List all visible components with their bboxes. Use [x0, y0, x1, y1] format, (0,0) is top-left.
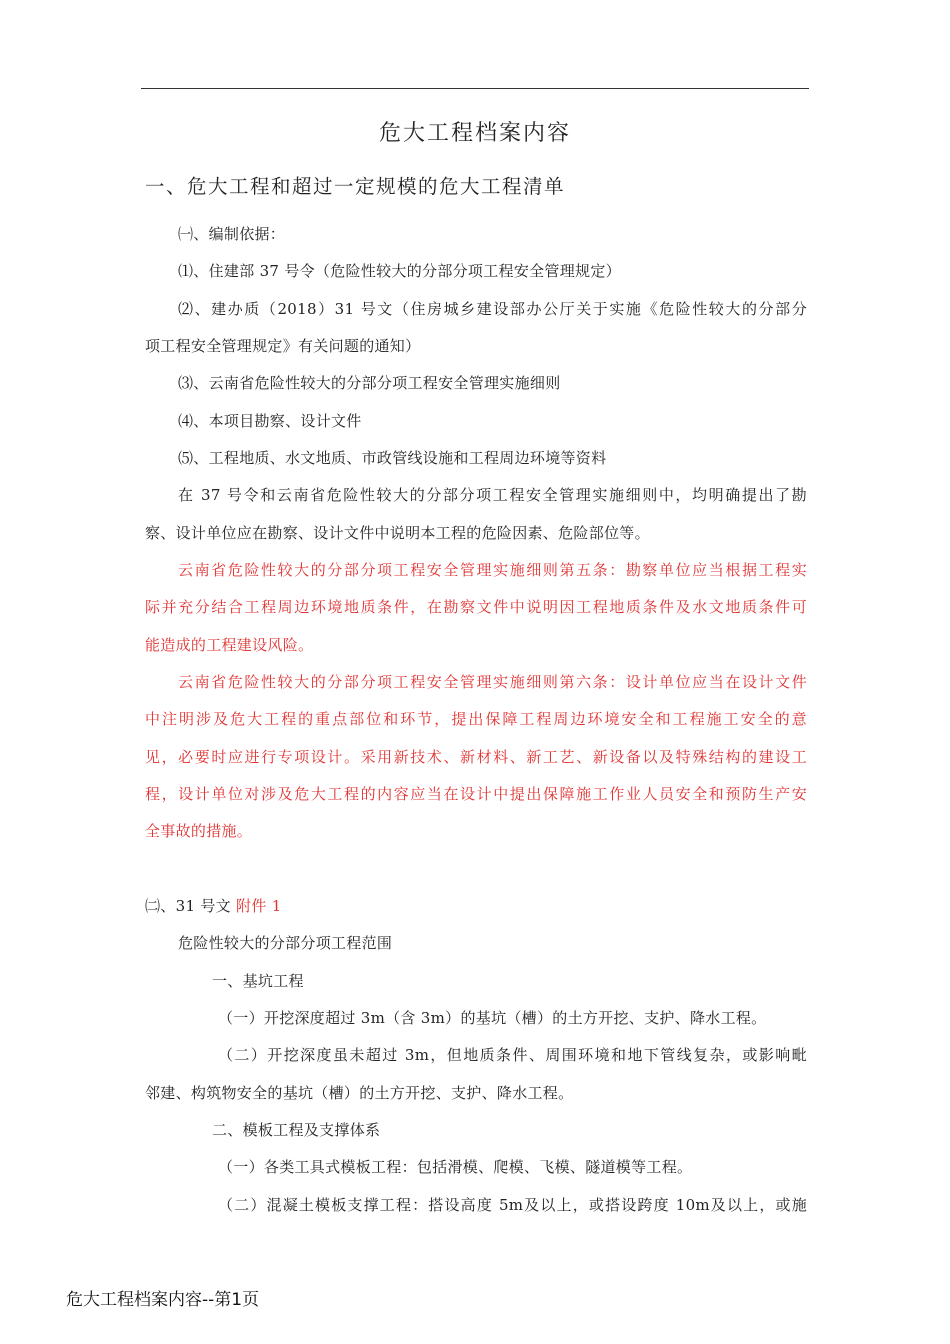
highlight-line: 程，设计单位对涉及危大工程的内容应当在设计中提出保障施工作业人员安全和预防生产安 [145, 785, 807, 803]
text-line: （一）各类工具式模板工程：包括滑模、爬模、飞模、隧道模等工程。 [218, 1158, 693, 1176]
highlight-line: 全事故的措施。 [145, 822, 253, 840]
text-line: （二）开挖深度虽未超过 3m，但地质条件、周围环境和地下管线复杂，或影响毗 [218, 1046, 807, 1064]
annex-prefix: ㈡、31 号文 [145, 897, 237, 915]
highlight-line: 云南省危险性较大的分部分项工程安全管理实施细则第五条：勘察单位应当根据工程实 [178, 561, 807, 579]
highlight-line: 能造成的工程建设风险。 [145, 636, 314, 654]
text-line: （二）混凝土模板支撑工程：搭设高度 5m及以上，或搭设跨度 10m及以上，或施 [218, 1196, 807, 1214]
annex-line [145, 894, 282, 918]
text-line: 察、设计单位应在勘察、设计文件中说明本工程的危险因素、危险部位等。 [145, 524, 650, 542]
text-line: ⑷、本项目勘察、设计文件 [178, 412, 362, 430]
highlight-line: 见，必要时应进行专项设计。采用新技术、新材料、新工艺、新设备以及特殊结构的建设工 [145, 748, 807, 766]
text-line: 二、模板工程及支撑体系 [212, 1121, 381, 1139]
text-line: ⑶、云南省危险性较大的分部分项工程安全管理实施细则 [178, 374, 561, 392]
page-title: 危大工程档案内容 [378, 121, 571, 146]
page-footer: 危大工程档案内容--第1页 [66, 1290, 260, 1310]
text-line: 危险性较大的分部分项工程范围 [178, 934, 393, 952]
text-line: 邻建、构筑物安全的基坑（槽）的土方开挖、支护、降水工程。 [145, 1084, 574, 1102]
highlight-line: 际并充分结合工程周边环境地质条件，在勘察文件中说明因工程地质条件及水文地质条件可 [145, 598, 807, 616]
text-line: （一）开挖深度超过 3m（含 3m）的基坑（槽）的土方开挖、支护、降水工程。 [218, 1009, 767, 1027]
text-line: ㈠、编制依据： [178, 225, 286, 243]
text-line: 在 37 号令和云南省危险性较大的分部分项工程安全管理实施细则中，均明确提出了勘 [178, 486, 807, 504]
text-line: ⑸、工程地质、水文地质、市政管线设施和工程周边环境等资料 [178, 449, 607, 467]
text-line: ⑴、住建部 37 号令（危险性较大的分部分项工程安全管理规定） [178, 262, 621, 280]
text-line: ⑵、建办质（2018）31 号文（住房城乡建设部办公厅关于实施《危险性较大的分部分 [178, 300, 807, 318]
header-rule [141, 88, 809, 89]
annex-link[interactable]: 附件 1 [236, 897, 282, 915]
text-line: 项工程安全管理规定》有关问题的通知） [145, 337, 421, 355]
text-line: 一、基坑工程 [212, 972, 304, 990]
highlight-line: 云南省危险性较大的分部分项工程安全管理实施细则第六条：设计单位应当在设计文件 [178, 673, 807, 691]
highlight-line: 中注明涉及危大工程的重点部位和环节，提出保障工程周边环境安全和工程施工安全的意 [145, 710, 807, 728]
section-heading: 一、危大工程和超过一定规模的危大工程清单 [145, 175, 566, 198]
